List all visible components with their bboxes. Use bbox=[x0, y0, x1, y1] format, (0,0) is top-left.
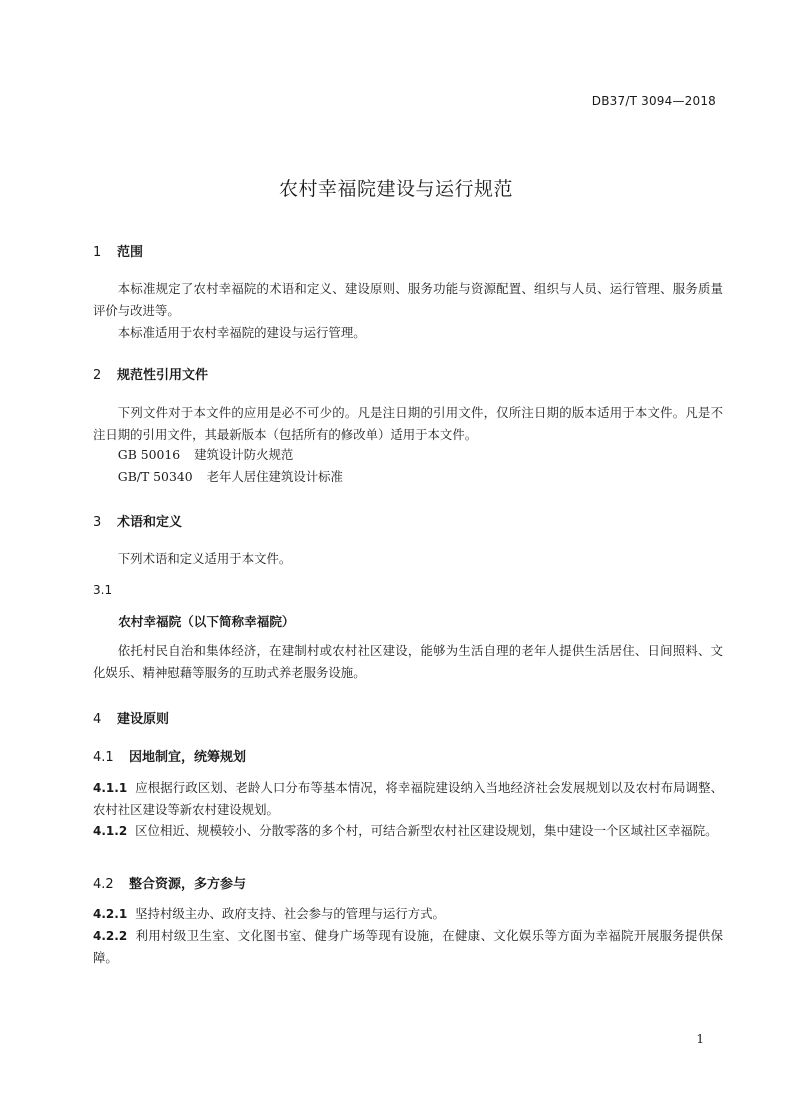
normative-reference bbox=[93, 444, 748, 466]
section-number: 2 bbox=[93, 368, 102, 383]
clause-4-2-1 bbox=[93, 903, 723, 925]
clause-text: 利用村级卫生室、文化图书室、健身广场等现有设施，在健康、文化娱乐等方面为幸福院开展服务提供保障。 bbox=[93, 928, 723, 965]
section-1-heading bbox=[93, 241, 723, 260]
section-1-paragraph-2: 本标准适用于农村幸福院的建设与运行管理。 bbox=[117, 325, 366, 340]
page-number: 1 bbox=[696, 1032, 704, 1046]
clause-number: 4.1.1 bbox=[93, 781, 128, 795]
clause-text: 坚持村级主办、政府支持、社会参与的管理与运行方式。 bbox=[135, 906, 445, 921]
section-number: 1 bbox=[93, 245, 102, 260]
clause-text: 区位相近、规模较小、分散零落的多个村，可结合新型农村社区建设规划，集中建设一个区域社区幸福院。 bbox=[135, 823, 718, 838]
term-number: 3.1 bbox=[93, 583, 113, 597]
term-definition: 依托村民自治和集体经济，在建制村或农村社区建设，能够为生活自理的老年人提供生活居住、日间照料、文化娱乐、精神慰藉等服务的互助式养老服务设施。 bbox=[93, 643, 723, 680]
subsection-title: 整合资源，多方参与 bbox=[129, 877, 247, 892]
section-title: 规范性引用文件 bbox=[117, 368, 209, 383]
section-3-paragraph-1: 下列术语和定义适用于本文件。 bbox=[117, 551, 292, 566]
document-code: DB37/T 3094—2018 bbox=[591, 94, 716, 108]
clause-4-2-2 bbox=[93, 925, 723, 969]
subsection-number: 4.1 bbox=[93, 750, 114, 765]
clause-number: 4.1.2 bbox=[93, 824, 128, 838]
section-number: 3 bbox=[93, 515, 102, 530]
clause-number: 4.2.1 bbox=[93, 907, 128, 921]
section-title: 建设原则 bbox=[117, 712, 170, 727]
clause-4-1-2 bbox=[93, 820, 723, 842]
document-title: 农村幸福院建设与运行规范 bbox=[278, 178, 513, 200]
clause-4-1-1 bbox=[93, 777, 723, 821]
section-4-heading bbox=[93, 708, 723, 727]
section-3-heading bbox=[93, 511, 723, 530]
section-2-paragraph-1: 下列文件对于本文件的应用是必不可少的。凡是注日期的引用文件，仅所注日期的版本适用于本文件。凡是不注日期的引用文件，其最新版本（包括所有的修改单）适用于本文件。 bbox=[93, 405, 723, 442]
subsection-number: 4.2 bbox=[93, 877, 114, 892]
clause-number: 4.2.2 bbox=[93, 929, 128, 943]
subsection-4-2-heading bbox=[93, 873, 723, 892]
section-number: 4 bbox=[93, 712, 102, 727]
section-title: 范围 bbox=[117, 245, 144, 260]
normative-reference bbox=[93, 466, 748, 488]
reference-title: 建筑设计防火规范 bbox=[194, 447, 294, 462]
reference-title: 老年人居住建筑设计标准 bbox=[206, 469, 343, 484]
subsection-title: 因地制宜，统筹规划 bbox=[129, 750, 247, 765]
section-title: 术语和定义 bbox=[117, 515, 183, 530]
reference-code: GB 50016 bbox=[117, 447, 181, 462]
subsection-4-1-heading bbox=[93, 746, 723, 765]
section-2-heading bbox=[93, 364, 723, 383]
reference-code: GB/T 50340 bbox=[117, 469, 193, 484]
clause-text: 应根据行政区划、老龄人口分布等基本情况，将幸福院建设纳入当地经济社会发展规划以及农村布局调整、农村社区建设等新农村建设规划。 bbox=[93, 780, 723, 817]
term-name: 农村幸福院（以下简称幸福院） bbox=[118, 614, 295, 629]
section-1-paragraph-1: 本标准规定了农村幸福院的术语和定义、建设原则、服务功能与资源配置、组织与人员、运行管理、服务质量评价与改进等。 bbox=[93, 281, 723, 318]
